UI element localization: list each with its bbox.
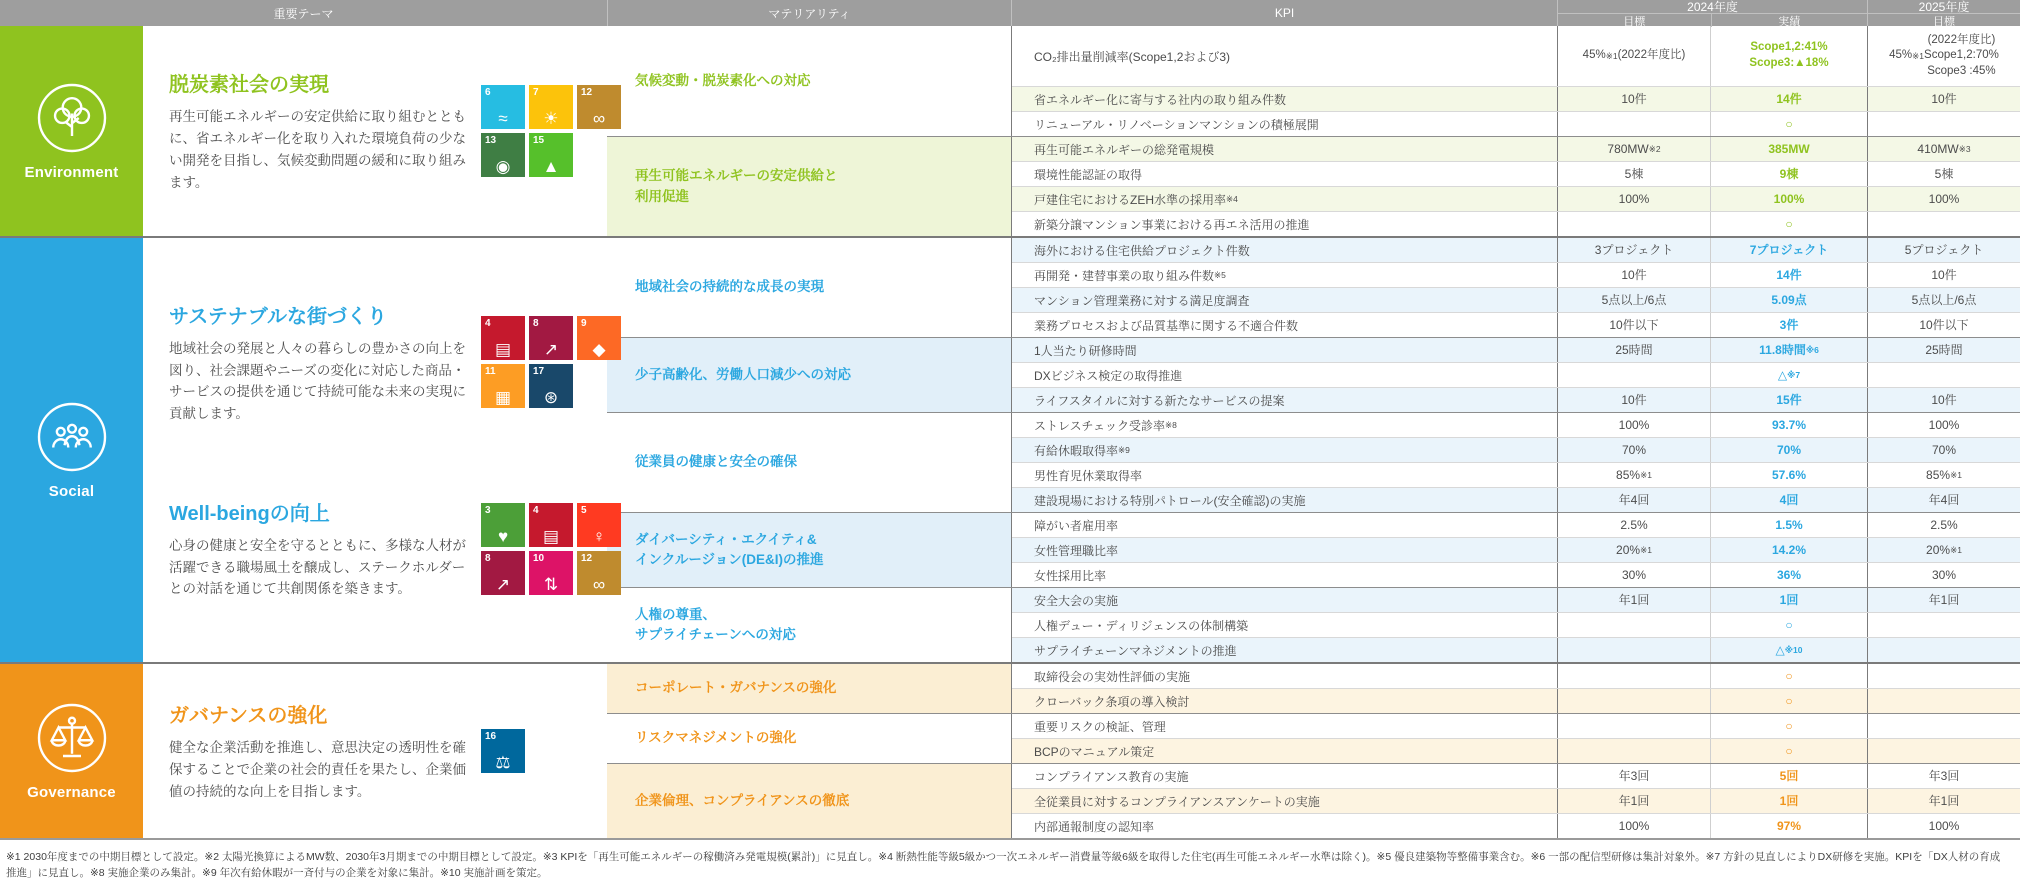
target-2025-cell: 5プロジェクト <box>1867 238 2020 262</box>
materiality-groups <box>607 238 2020 662</box>
materiality-group <box>607 412 2020 512</box>
target-2024-cell: 10件 <box>1557 388 1710 412</box>
actual-2024-cell: ○ <box>1710 739 1867 763</box>
sdg-12-icon <box>577 551 621 595</box>
kpi-rows <box>1011 764 2020 838</box>
theme-title: サステナブルな街づくり <box>169 305 387 328</box>
theme-band-governance <box>0 664 143 838</box>
sdg-number: 5 <box>581 504 587 516</box>
kpi-label: リニューアル・リノベーションマンションの積極展開 <box>1034 117 1319 132</box>
theme-description: 地域社会の発展と人々の暮らしの豊かさの向上を図り、社会課題やニーズの変化に対応した商品・サービスの提供を通じて持続可能な未来の実現に貢献します。 <box>169 340 466 422</box>
target-2025-cell: 410MW ※3 <box>1867 137 2020 161</box>
kpi-label: 女性管理職比率 <box>1034 543 1119 558</box>
sdg-number: 3 <box>485 504 491 516</box>
theme-band-environment <box>0 26 143 236</box>
target-2025-cell <box>1867 613 2020 637</box>
actual-2024-cell: 1.5% <box>1710 513 1867 537</box>
target-2025-cell: 10件 <box>1867 87 2020 111</box>
kpi-label: マンション管理業務に対する満足度調査 <box>1034 293 1250 308</box>
kpi-rows <box>1011 413 2020 512</box>
theme-text <box>169 699 467 803</box>
target-2025-cell: 年3回 <box>1867 764 2020 788</box>
sdg-glyph: ☀ <box>543 109 559 128</box>
actual-2024-cell: Scope1,2:41% Scope3:▲18% <box>1710 26 1867 86</box>
actual-2024-cell: 7プロジェクト <box>1710 238 1867 262</box>
target-2025-cell <box>1867 664 2020 688</box>
actual-2024-cell: ○ <box>1710 212 1867 236</box>
kpi-row <box>1012 664 2020 688</box>
kpi-label: 省エネルギー化に寄与する社内の取り組み件数 <box>1034 92 1287 107</box>
sdg-glyph: ∞ <box>592 109 606 128</box>
kpi-row <box>1012 612 2020 637</box>
kpi-row <box>1012 637 2020 662</box>
target-2024-cell: 2.5% <box>1557 513 1710 537</box>
actual-2024-cell: ○ <box>1710 689 1867 713</box>
target-2024-cell: 100% <box>1557 814 1710 838</box>
sdg-number: 17 <box>533 366 545 378</box>
sdg-8-icon <box>529 316 573 360</box>
materiality-group <box>607 512 2020 587</box>
theme-text <box>169 68 467 193</box>
kpi-row <box>1012 137 2020 161</box>
kpi-row <box>1012 161 2020 186</box>
kpi-row <box>1012 588 2020 612</box>
materiality-cell: コーポレート・ガバナンスの強化 <box>607 664 1011 713</box>
sdg-number: 4 <box>533 504 539 516</box>
sdg-glyph: ▤ <box>542 526 560 546</box>
target-2024-cell <box>1557 664 1710 688</box>
governance-icon <box>36 702 108 774</box>
kpi-row <box>1012 387 2020 412</box>
sdg-17-icon <box>529 364 573 408</box>
sdg-12-icon <box>577 85 621 129</box>
target-2024-cell: 年1回 <box>1557 789 1710 813</box>
target-2025-cell: 年1回 <box>1867 789 2020 813</box>
col-header-kpi: KPI <box>1011 0 1557 26</box>
materiality-cell: 企業倫理、コンプライアンスの徹底 <box>607 764 1011 838</box>
sdg-grid <box>481 85 621 177</box>
materiality-cell: リスクマネジメントの強化 <box>635 730 797 746</box>
actual-2024-cell: 15件 <box>1710 388 1867 412</box>
kpi-row <box>1012 413 2020 437</box>
actual-2024-cell: 93.7% <box>1710 413 1867 437</box>
actual-2024-cell: ○ <box>1710 613 1867 637</box>
kpi-label: 有給休暇取得率 ※9 <box>1034 443 1130 458</box>
kpi-label: 男性育児休業取得率 <box>1034 468 1143 483</box>
target-2025-cell: 100% <box>1867 187 2020 211</box>
materiality-group <box>607 664 2020 713</box>
target-2024-cell <box>1557 212 1710 236</box>
table-header <box>0 0 2020 26</box>
target-2025-cell: 30% <box>1867 563 2020 587</box>
theme-band-label: Environment <box>24 163 119 181</box>
theme-title: 脱炭素社会の実現 <box>169 74 329 97</box>
theme-band-label: Social <box>48 482 95 500</box>
actual-2024-cell: 97% <box>1710 814 1867 838</box>
sdg-number: 7 <box>533 87 539 98</box>
theme-block <box>143 689 607 813</box>
actual-2024-cell: 1回 <box>1710 588 1867 612</box>
actual-2024-cell: 100% <box>1710 187 1867 211</box>
actual-2024-cell: △ ※7 <box>1710 363 1867 387</box>
target-2024-cell: 10件以下 <box>1557 313 1710 337</box>
kpi-label: 業務プロセスおよび品質基準に関する不適合件数 <box>1034 318 1299 333</box>
kpi-label: サプライチェーンマネジメントの推進 <box>1034 643 1237 658</box>
fy2024-label: 2024年度 <box>1687 0 1738 14</box>
kpi-row <box>1012 238 2020 262</box>
sdg-5-icon <box>577 503 621 547</box>
actual-2024-cell: 70% <box>1710 438 1867 462</box>
materiality-cell: 人権の尊重、 サプライチェーンへの対応 <box>635 606 796 642</box>
kpi-label: コンプライアンス教育の実施 <box>1034 769 1189 784</box>
sdg-10-icon <box>529 551 573 595</box>
target-2024-cell: 25時間 <box>1557 338 1710 362</box>
target-2024-cell: 10件 <box>1557 87 1710 111</box>
kpi-label: CO₂排出量削減率(Scope1,2および3) <box>1034 49 1231 64</box>
kpi-row <box>1012 362 2020 387</box>
kpi-label: ライフスタイルに対する新たなサービスの提案 <box>1034 393 1285 408</box>
kpi-label: 海外における住宅供給プロジェクト件数 <box>1034 243 1250 258</box>
kpi-rows <box>1011 137 2020 236</box>
sdg-8-icon <box>481 551 525 595</box>
kpi-rows <box>1011 338 2020 412</box>
social-icon <box>36 401 108 473</box>
sdg-glyph: ⚖ <box>495 752 511 772</box>
sdg-grid <box>481 503 621 595</box>
actual-2024-cell: 36% <box>1710 563 1867 587</box>
kpi-row <box>1012 714 2020 738</box>
sdg-glyph: ♥ <box>497 526 509 546</box>
kpi-row <box>1012 111 2020 136</box>
theme-title: ガバナンスの強化 <box>169 705 328 728</box>
target-2025-cell: 25時間 <box>1867 338 2020 362</box>
kpi-row <box>1012 788 2020 813</box>
kpi-label: 安全大会の実施 <box>1034 593 1119 608</box>
kpi-label: 全従業員に対するコンプライアンスアンケートの実施 <box>1034 794 1320 809</box>
kpi-row <box>1012 813 2020 838</box>
target-2025-cell: 年1回 <box>1867 588 2020 612</box>
target-2024-cell: 100% <box>1557 187 1710 211</box>
table-body <box>0 26 2020 838</box>
materiality-group <box>607 587 2020 662</box>
target-2025-cell: 10件 <box>1867 263 2020 287</box>
target-2025-cell: 45% ※1 (2022年度比) Scope1,2:70% Scope3 :45% <box>1867 26 2020 86</box>
kpi-label: 建設現場における特別パトロール(安全確認)の実施 <box>1034 493 1306 508</box>
kpi-row <box>1012 186 2020 211</box>
theme-panel <box>143 26 607 236</box>
kpi-rows <box>1011 513 2020 587</box>
sdg-3-icon <box>481 503 525 547</box>
materiality-group <box>607 713 2020 763</box>
sdg-number: 12 <box>581 87 593 98</box>
sdg-glyph: ▦ <box>494 388 512 408</box>
sdg-4-icon <box>529 503 573 547</box>
materiality-cell: 地域社会の持続的な成長の実現 <box>635 279 824 295</box>
kpi-row <box>1012 487 2020 512</box>
target-2025-cell: 70% <box>1867 438 2020 462</box>
sdg-number: 11 <box>485 366 496 378</box>
kpi-label: 戸建住宅におけるZEH水準の採用率 ※4 <box>1034 192 1238 207</box>
actual-2024-cell: 3件 <box>1710 313 1867 337</box>
sdg-glyph: ⊛ <box>543 388 559 408</box>
kpi-row <box>1012 437 2020 462</box>
sdg-15-icon <box>529 133 573 177</box>
target-2025-cell: 年4回 <box>1867 488 2020 512</box>
sdg-6-icon <box>481 85 525 129</box>
kpi-label: 1人当たり研修時間 <box>1034 343 1137 358</box>
kpi-label: 障がい者雇用率 <box>1034 518 1119 533</box>
kpi-rows <box>1011 664 2020 713</box>
sdg-glyph: ♀ <box>592 526 606 546</box>
kpi-row <box>1012 262 2020 287</box>
sdg-glyph: ▲ <box>542 157 560 176</box>
actual-2024-cell: ○ <box>1710 112 1867 136</box>
target-2024-cell <box>1557 689 1710 713</box>
sdg-grid <box>481 729 621 773</box>
kpi-row <box>1012 513 2020 537</box>
kpi-row <box>1012 338 2020 362</box>
actual-2024-cell: ○ <box>1710 664 1867 688</box>
kpi-label: 女性採用比率 <box>1034 568 1107 583</box>
theme-block <box>143 58 607 203</box>
theme-block <box>143 487 607 611</box>
actual-2024-cell: 5回 <box>1710 764 1867 788</box>
kpi-label: 人権デュー・ディリジェンスの体制構築 <box>1034 618 1249 633</box>
target-2024-cell: 45% ※1 (2022年度比) <box>1557 26 1710 86</box>
sdg-number: 10 <box>533 552 545 564</box>
target-2024-cell <box>1557 363 1710 387</box>
target-2025-cell <box>1867 112 2020 136</box>
section-governance <box>0 662 2020 838</box>
materiality-group <box>607 238 2020 337</box>
kpi-row <box>1012 537 2020 562</box>
theme-description: 再生可能エネルギーの安定供給に取り組むとともに、省エネルギー化を取り入れた環境負荷の少ない開発を目指し、気候変動問題の緩和に取り組みます。 <box>169 109 466 190</box>
actual-2024-cell: 14件 <box>1710 87 1867 111</box>
kpi-label: 再生可能エネルギーの総発電規模 <box>1034 142 1215 157</box>
sdg-4-icon <box>481 316 525 360</box>
sdg-13-icon <box>481 133 525 177</box>
kpi-label: 新築分譲マンション事業における再エネ活用の推進 <box>1034 217 1310 232</box>
target-2025-cell: 10件 <box>1867 388 2020 412</box>
sdg-glyph: ∞ <box>592 574 606 594</box>
sdg-9-icon <box>577 316 621 360</box>
target-2025-cell: 20% ※1 <box>1867 538 2020 562</box>
materiality-groups <box>607 664 2020 838</box>
theme-description: 心身の健康と安全を守るとともに、多様な人材が活躍できる職場風土を醸成し、ステークホルダーとの対話を通じて共創関係を築きます。 <box>169 537 466 597</box>
target-2024-cell: 年4回 <box>1557 488 1710 512</box>
theme-text <box>169 497 467 601</box>
target-2024-cell <box>1557 613 1710 637</box>
theme-text <box>169 300 467 425</box>
target-2025-cell <box>1867 739 2020 763</box>
target-2024-cell: 10件 <box>1557 263 1710 287</box>
actual-2024-cell: 4回 <box>1710 488 1867 512</box>
target-2025-cell: 85% ※1 <box>1867 463 2020 487</box>
target-2024-cell: 年3回 <box>1557 764 1710 788</box>
kpi-row <box>1012 738 2020 763</box>
actual-2024-cell: 11.8時間 ※6 <box>1710 338 1867 362</box>
section-social <box>0 236 2020 662</box>
materiality-cell: 再生可能エネルギーの安定供給と 利用促進 <box>607 137 1011 236</box>
target-2024-cell <box>1557 714 1710 738</box>
theme-panel <box>143 238 607 662</box>
kpi-rows <box>1011 238 2020 337</box>
sdg-number: 6 <box>485 87 491 98</box>
kpi-label: 内部通報制度の認知率 <box>1034 819 1155 834</box>
actual-2024-cell: 14.2% <box>1710 538 1867 562</box>
sdg-glyph: ↗ <box>495 574 511 594</box>
section-environment <box>0 26 2020 236</box>
target-2024-cell <box>1557 112 1710 136</box>
sdg-16-icon <box>481 729 525 773</box>
kpi-row <box>1012 312 2020 337</box>
sdg-number: 9 <box>581 318 587 330</box>
target-2024-cell: 5点以上/6点 <box>1557 288 1710 312</box>
target-2025-cell: 10件以下 <box>1867 313 2020 337</box>
sdg-glyph: ⇅ <box>543 574 559 594</box>
sdg-glyph: ▤ <box>494 340 512 360</box>
sdg-number: 13 <box>485 135 497 146</box>
actual-2024-cell: 14件 <box>1710 263 1867 287</box>
kpi-label: 再開発・建替事業の取り組み件数 ※5 <box>1034 268 1226 283</box>
target-2024-cell <box>1557 739 1710 763</box>
materiality-group <box>607 26 2020 136</box>
actual-2024-cell: 9棟 <box>1710 162 1867 186</box>
target-2024-cell: 年1回 <box>1557 588 1710 612</box>
target-2024-cell: 20% ※1 <box>1557 538 1710 562</box>
kpi-label: ストレスチェック受診率 ※8 <box>1034 418 1177 433</box>
kpi-rows <box>1011 26 2020 136</box>
target-2024-cell: 780MW ※2 <box>1557 137 1710 161</box>
sdg-number: 16 <box>485 730 497 742</box>
target-2025-cell: 5棟 <box>1867 162 2020 186</box>
target-2024-cell: 5棟 <box>1557 162 1710 186</box>
kpi-row <box>1012 562 2020 587</box>
target-2025-cell <box>1867 212 2020 236</box>
fy2025-target-label: 目標 <box>1933 15 1955 28</box>
target-2024-cell <box>1557 638 1710 662</box>
kpi-row <box>1012 287 2020 312</box>
theme-band-label: Governance <box>27 783 116 801</box>
kpi-label: BCPのマニュアル策定 <box>1034 744 1155 759</box>
kpi-rows <box>1011 588 2020 662</box>
materiality-cell: ダイバーシティ・エクイティ& インクルージョン(DE&I)の推進 <box>607 513 1011 587</box>
target-2024-cell: 100% <box>1557 413 1710 437</box>
col-header-theme: 重要テーマ <box>273 6 334 21</box>
materiality-groups <box>607 26 2020 236</box>
theme-panel <box>143 664 607 838</box>
sdg-number: 15 <box>533 135 545 146</box>
materiality-group <box>607 136 2020 236</box>
sdg-number: 8 <box>485 552 491 564</box>
col-header-materiality: マテリアリティ <box>607 0 1011 26</box>
kpi-label: DXビジネス検定の取得推進 <box>1034 368 1183 383</box>
kpi-row <box>1012 26 2020 86</box>
actual-2024-cell: 5.09点 <box>1710 288 1867 312</box>
target-2025-cell <box>1867 714 2020 738</box>
theme-block <box>143 290 607 435</box>
target-2025-cell: 100% <box>1867 413 2020 437</box>
fy2025-label: 2025年度 <box>1918 0 1970 14</box>
kpi-row <box>1012 688 2020 713</box>
sdg-11-icon <box>481 364 525 408</box>
target-2024-cell: 3プロジェクト <box>1557 238 1710 262</box>
target-2024-cell: 30% <box>1557 563 1710 587</box>
fy2024-actual-label: 実績 <box>1711 14 1868 27</box>
target-2025-cell: 2.5% <box>1867 513 2020 537</box>
actual-2024-cell: ○ <box>1710 714 1867 738</box>
target-2025-cell: 5点以上/6点 <box>1867 288 2020 312</box>
kpi-label: 環境性能認証の取得 <box>1034 167 1143 182</box>
target-2024-cell: 70% <box>1557 438 1710 462</box>
sdg-grid <box>481 316 621 408</box>
materiality-group <box>607 337 2020 412</box>
kpi-label: 重要リスクの検証、管理 <box>1034 719 1166 734</box>
materiality-group <box>607 763 2020 838</box>
sdg-number: 12 <box>581 552 593 564</box>
target-2025-cell: 100% <box>1867 814 2020 838</box>
target-2025-cell <box>1867 363 2020 387</box>
target-2025-cell <box>1867 689 2020 713</box>
kpi-row <box>1012 764 2020 788</box>
materiality-cell: 気候変動・脱炭素化への対応 <box>635 72 811 88</box>
fy2024-target-label: 目標 <box>1623 15 1646 28</box>
actual-2024-cell: 385MW <box>1710 137 1867 161</box>
sdg-glyph: ◆ <box>592 340 606 360</box>
footnotes: ※1 2030年度までの中期目標として設定。※2 太陽光換算によるMW数、2030年3月期までの中期目標として設定。※3 KPIを「再生可能エネルギーの稼働済み発電規模(累計)」に見直し。※4 断熱性能等級5級かつ一次エネルギー消費量等級6級を取得した住宅(再生可能エネルギー水準は除く)。※5 優良建築物等整備事業含む。※6 一部の配信型研修は集計対象外。※7 方針の見直しによりDX研修を実施。KPIを「DX人材の育成推進」に見直し。※8 実施企業のみ集計。※9 年次有給休暇が一斉付与の企業を対象に集計。※10 実施計画を策定。 <box>6 851 2001 880</box>
sdg-glyph: ≈ <box>498 109 508 128</box>
col-header-fy2025 <box>1867 0 2020 26</box>
sdg-number: 8 <box>533 318 539 330</box>
actual-2024-cell: △ ※10 <box>1710 638 1867 662</box>
materiality-cell: 少子高齢化、労働人口減少への対応 <box>607 338 1011 412</box>
kpi-row <box>1012 462 2020 487</box>
kpi-label: クローバック条項の導入検討 <box>1034 694 1190 709</box>
materiality-cell: 従業員の健康と安全の確保 <box>635 454 797 470</box>
theme-description: 健全な企業活動を推進し、意思決定の透明性を確保することで企業の社会的責任を果たし、企業価値の持続的な向上を目指します。 <box>169 740 466 799</box>
environment-icon <box>36 82 108 154</box>
actual-2024-cell: 57.6% <box>1710 463 1867 487</box>
col-header-fy2024 <box>1557 0 1867 26</box>
theme-title: Well-beingの向上 <box>169 502 330 525</box>
kpi-row <box>1012 211 2020 236</box>
kpi-row <box>1012 86 2020 111</box>
kpi-rows <box>1011 714 2020 763</box>
target-2025-cell <box>1867 638 2020 662</box>
sdg-glyph: ◉ <box>495 157 511 176</box>
actual-2024-cell: 1回 <box>1710 789 1867 813</box>
kpi-label: 取締役会の実効性評価の実施 <box>1034 669 1191 684</box>
sdg-glyph: ↗ <box>543 340 559 360</box>
sdg-7-icon <box>529 85 573 129</box>
theme-band-social <box>0 238 143 662</box>
sdg-number: 4 <box>485 318 491 330</box>
target-2024-cell: 85% ※1 <box>1557 463 1710 487</box>
